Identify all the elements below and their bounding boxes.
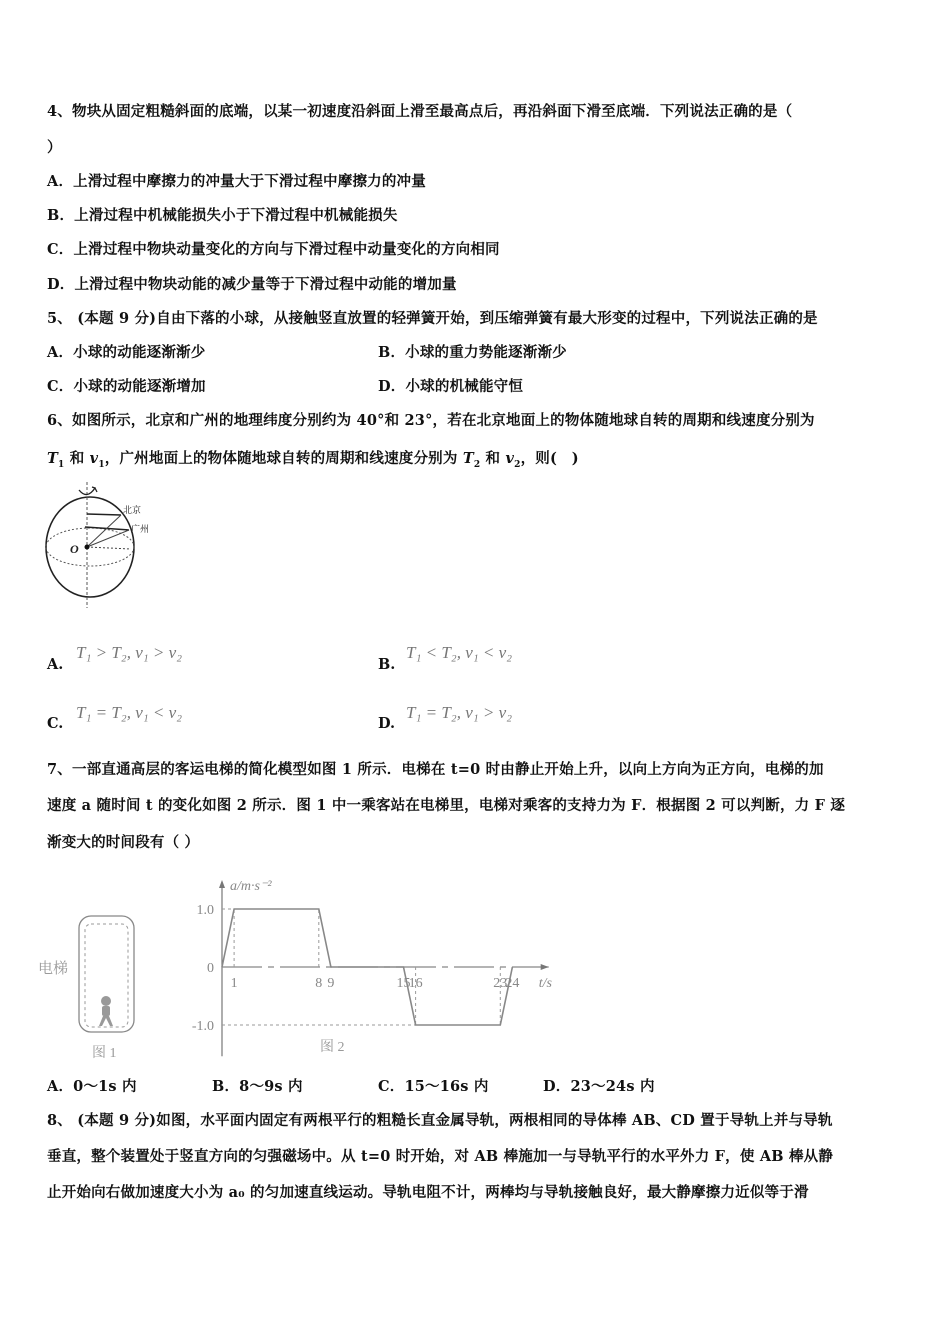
q6-option-a-letter: A.: [47, 656, 64, 673]
x-tick-label: 9: [327, 976, 335, 991]
x-tick-label: 16: [408, 976, 423, 991]
text: 和: [480, 450, 506, 467]
subscript: 1: [58, 459, 65, 470]
passenger-icon: [99, 996, 113, 1026]
q7-option-c: C．15～16s 内: [378, 1078, 489, 1095]
q6-option-c-letter: C.: [47, 715, 64, 732]
figure-1-caption: 图 1: [92, 1046, 117, 1061]
q6-option-c-formula: T₁ = T₂, v₁ < v₂: [76, 703, 183, 722]
subscript: 2: [514, 459, 521, 470]
x-tick-label: 1: [230, 976, 238, 991]
text: ，广州地面上的物体随地球自转的周期和线速度分别为: [104, 450, 463, 467]
acceleration-chart: [192, 879, 553, 1056]
rotation-arrow-icon: [79, 487, 97, 495]
var-v: v: [505, 450, 515, 467]
elevator-label: 电梯: [38, 961, 69, 977]
q6-option-a-formula: T₁ > T₂, v₁ > v₂: [76, 643, 183, 662]
q5-option-a: A．小球的动能逐渐渐少: [47, 344, 206, 361]
q4-stem-end: ）: [47, 139, 62, 156]
label-center: O: [70, 542, 79, 556]
text: 和: [64, 450, 90, 467]
y-tick-label: 1.0: [196, 903, 214, 918]
y-axis-label: a/m·s⁻²: [230, 879, 272, 894]
q5-option-b: B．小球的重力势能逐渐渐少: [378, 344, 567, 361]
label-beijing: 北京: [123, 505, 142, 515]
var-v: v: [89, 450, 99, 467]
guangzhou-radius: [87, 530, 129, 547]
figure-1-elevator: [38, 916, 134, 1061]
q4-option-b: B．上滑过程中机械能损失小于下滑过程中机械能损失: [47, 207, 398, 224]
y-tick-label: 0: [207, 961, 214, 976]
globe-figure: [0, 470, 200, 615]
q6-option-b-letter: B.: [378, 656, 396, 673]
q4-option-c: C．上滑过程中物块动量变化的方向与下滑过程中动量变化的方向相同: [47, 241, 500, 258]
q7-option-d: D．23～24s 内: [543, 1078, 655, 1095]
q6-option-d-letter: D.: [378, 715, 396, 732]
x-tick-label: 24: [505, 976, 520, 991]
beijing-latitude: [87, 514, 121, 515]
center-point: [85, 545, 90, 550]
q6-option-b-formula: T₁ < T₂, v₁ < v₂: [406, 643, 513, 662]
y-tick-label: -1.0: [191, 1019, 214, 1034]
x-axis-label: t/s: [538, 976, 552, 991]
q7-stem-2: 速度 a 随时间 t 的变化如图 2 所示．图 1 中一乘客站在电梯里，电梯对乘客的支持力为 F．根据图 2 可以判断，力 F 逐: [47, 797, 846, 814]
label-guangzhou: 广州: [131, 524, 150, 534]
q5-stem: 5、 (本题 9 分)自由下落的小球，从接触竖直放置的轻弹簧开始，到压缩弹簧有最大形变的过程中，下列说法正确的是: [47, 310, 818, 327]
subscript: 2: [473, 459, 481, 470]
elevator-figures: [0, 860, 600, 1070]
q7-stem-1: 7、一部直通高层的客运电梯的简化模型如图 1 所示．电梯在 t=0 时由静止开始上升，以向上方向为正方向，电梯的加: [47, 761, 824, 778]
text: ，则( ): [520, 450, 579, 467]
beijing-radius: [87, 515, 121, 547]
figure-2-caption: 图 2: [320, 1040, 345, 1055]
q7-option-b: B．8～9s 内: [212, 1078, 303, 1095]
q6-option-d-formula: T₁ = T₂, v₁ > v₂: [406, 703, 513, 722]
x-tick-label: 8: [315, 976, 323, 991]
subscript: 1: [98, 459, 105, 470]
q8-line-3: 止开始向右做加速度大小为 a₀ 的匀加速直线运动。导轨电阻不计，两棒均与导轨接触良好，最大静摩擦力近似等于滑: [47, 1184, 809, 1201]
q6-stem: 6、如图所示，北京和广州的地理纬度分别约为 40°和 23°，若在北京地面上的物体随地球自转的周期和线速度分别为: [47, 412, 815, 429]
q5-option-c: C．小球的动能逐渐增加: [47, 378, 206, 395]
q5-option-d: D．小球的机械能守恒: [378, 378, 524, 395]
q4-option-d: D．上滑过程中物块动能的减少量等于下滑过程中动能的增加量: [47, 276, 457, 293]
q4-stem: 4、物块从固定粗糙斜面的底端，以某一初速度沿斜面上滑至最高点后，再沿斜面下滑至底端．下列说法正确的是（: [47, 103, 793, 120]
y-axis-arrow-icon: [219, 880, 225, 888]
q4-option-a: A．上滑过程中摩擦力的冲量大于下滑过程中摩擦力的冲量: [47, 173, 426, 190]
var-T: T: [462, 450, 474, 467]
x-axis-arrow-icon: [541, 964, 549, 970]
globe-outline: [46, 497, 134, 597]
x-tick-label: 15: [396, 976, 411, 991]
var-T: T: [47, 450, 58, 467]
equator-radius: [87, 547, 131, 549]
x-tick-label: 23: [493, 976, 508, 991]
q8-line-1: 8、 (本题 9 分)如图，水平面内固定有两根平行的粗糙长直金属导轨，两根相同的导体棒 AB、CD 置于导轨上并与导轨: [47, 1112, 833, 1129]
q8-line-2: 垂直，整个装置处于竖直方向的匀强磁场中。从 t=0 时开始，对 AB 棒施加一与导轨平行的水平外力 F，使 AB 棒从静: [47, 1148, 834, 1165]
q7-stem-3: 渐变大的时间段有（ ）: [47, 834, 200, 851]
q7-option-a: A．0～1s 内: [47, 1078, 137, 1095]
